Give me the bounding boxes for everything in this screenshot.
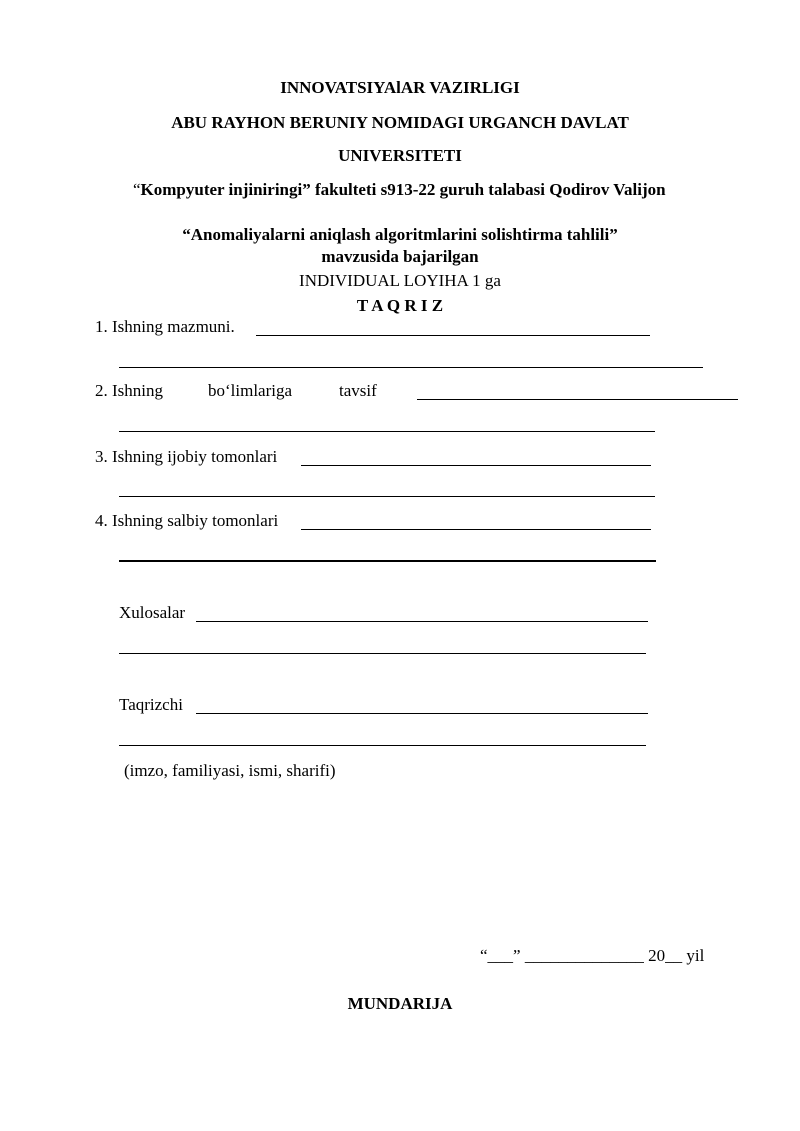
item-3-fill-line-2[interactable] <box>119 496 655 497</box>
date-line: “___” ______________ 20__ yil <box>480 946 705 965</box>
faculty-text: Kompyuter injiniringi” fakulteti s913-22 guruh talabasi Qodirov Valijon <box>140 180 666 199</box>
reviewer-signature-note: (imzo, familiyasi, ismi, sharifi) <box>124 761 336 780</box>
item-1-fill-line-2[interactable] <box>119 367 703 368</box>
conclusion-fill-line[interactable] <box>196 621 648 622</box>
conclusion-fill-line-2[interactable] <box>119 653 646 654</box>
item-1-fill-line[interactable] <box>256 335 650 336</box>
item-3-fill-line[interactable] <box>301 465 651 466</box>
reviewer-fill-line[interactable] <box>196 713 648 714</box>
item-4-fill-line[interactable] <box>301 529 651 530</box>
item-2-fill-line[interactable] <box>417 399 738 400</box>
item-2-label-word2: bo‘limlariga <box>208 381 293 400</box>
faculty-line <box>133 180 666 200</box>
item-4-label: 4. Ishning salbiy tomonlari <box>95 511 279 530</box>
item-2-label-word3: tavsif <box>339 381 377 400</box>
university-heading-line1: ABU RAYHON BERUNIY NOMIDAGI URGANCH DAVLAT <box>171 113 629 132</box>
ministry-heading: INNOVATSIYAlAR VAZIRLIGI <box>280 78 520 97</box>
conclusion-label: Xulosalar <box>119 603 186 622</box>
university-heading-line2: UNIVERSITETI <box>338 146 462 165</box>
reviewer-label: Taqrizchi <box>119 695 183 714</box>
faculty-open-quote: “ <box>133 180 141 199</box>
item-2-fill-line-2[interactable] <box>119 431 655 432</box>
item-4-fill-line-2[interactable] <box>119 560 656 562</box>
contents-heading: MUNDARIJA <box>347 994 453 1013</box>
item-1-label: 1. Ishning mazmuni. <box>95 317 235 336</box>
item-3-label: 3. Ishning ijobiy tomonlari <box>95 447 278 466</box>
item-2-label-word1: 2. Ishning <box>95 381 163 400</box>
project-label: INDIVIDUAL LOYIHA 1 ga <box>299 271 501 290</box>
reviewer-fill-line-2[interactable] <box>119 745 646 746</box>
review-heading: T A Q R I Z <box>356 296 444 315</box>
topic-title: “Anomaliyalarni aniqlash algoritmlarini solishtirma tahlili” <box>182 225 618 244</box>
topic-subtitle: mavzusida bajarilgan <box>321 247 479 266</box>
